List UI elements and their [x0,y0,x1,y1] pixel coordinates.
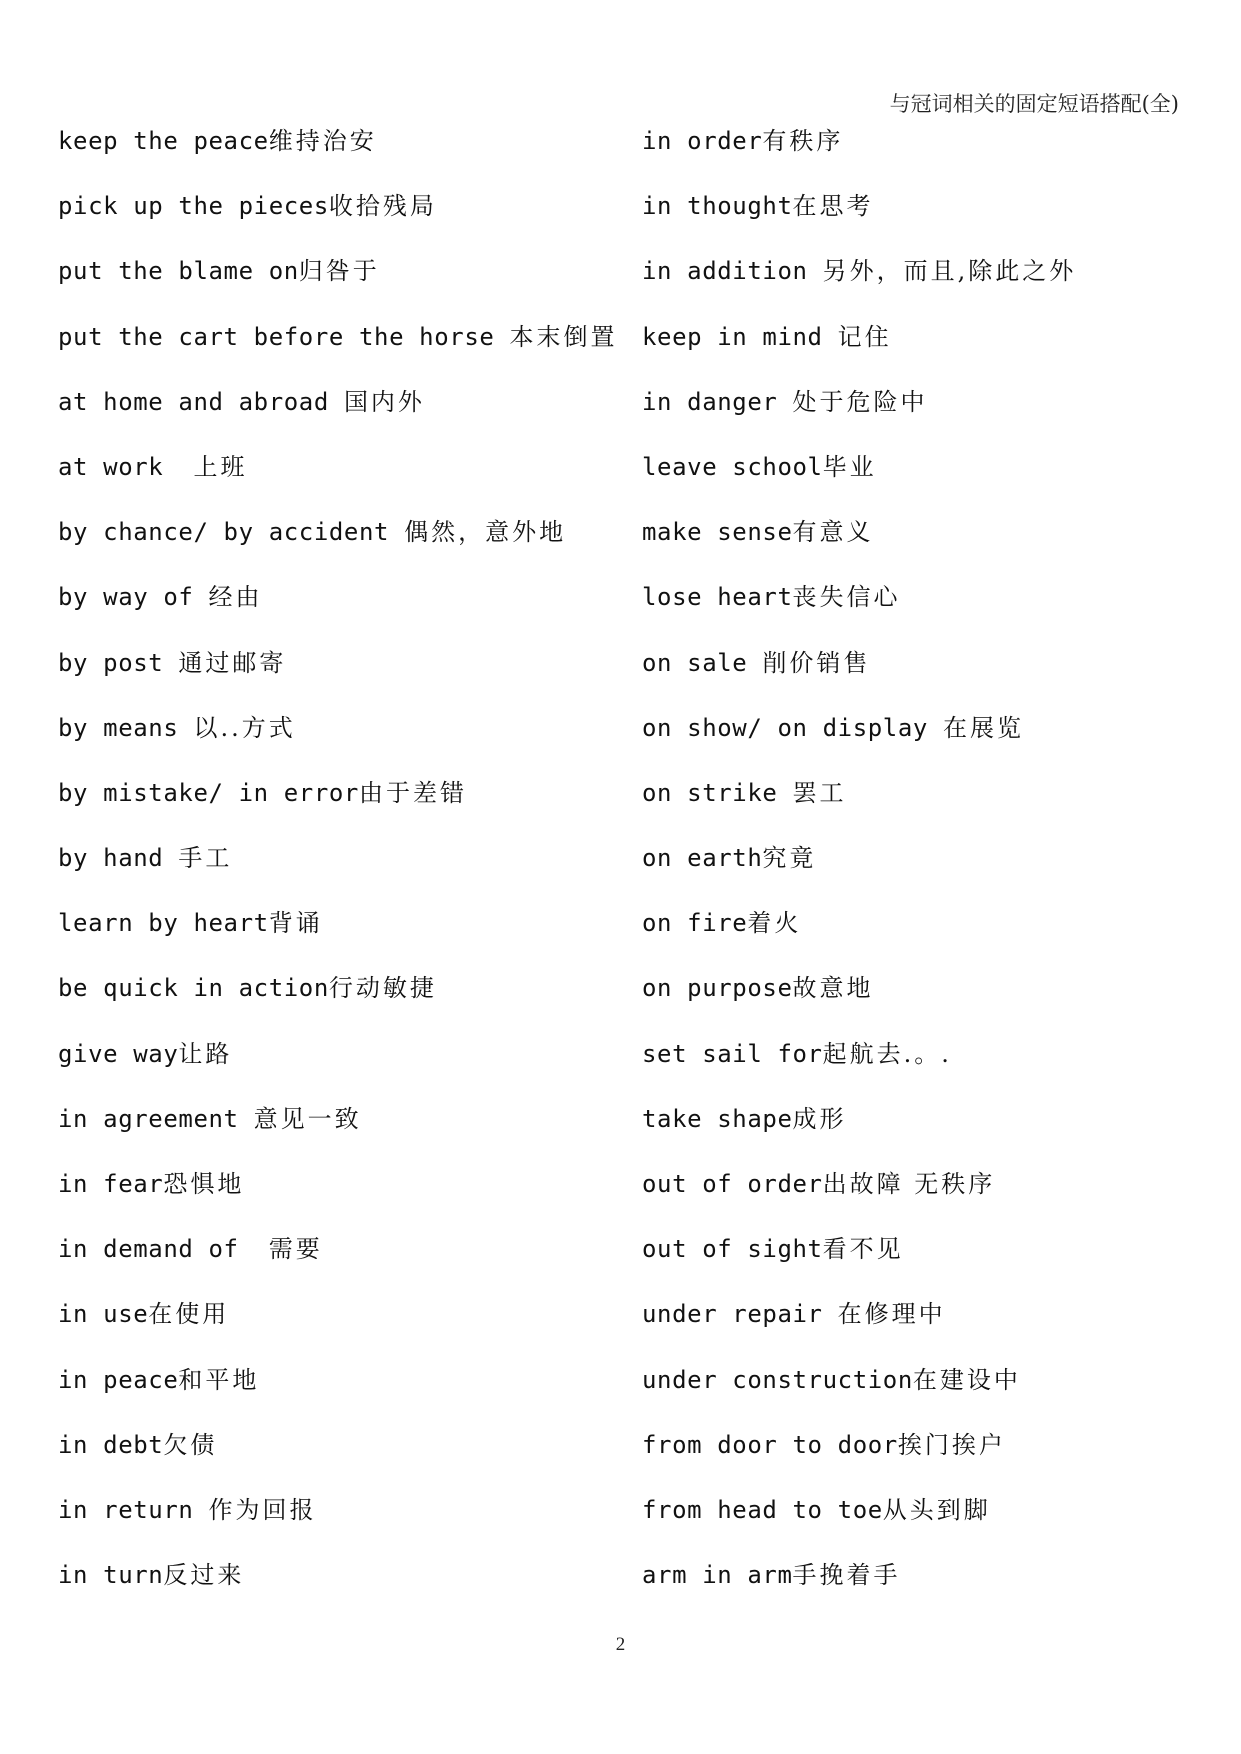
phrase-english: on sale [642,648,763,677]
phrase-item [642,1104,1222,1169]
phrase-chinese: 国内外 [343,387,425,416]
phrase-item [58,648,638,713]
phrase-item [642,778,1222,843]
phrase-chinese: 反过来 [163,1561,245,1590]
phrase-item [642,191,1222,256]
phrase-item [642,1299,1222,1364]
phrase-chinese: 在建设中 [912,1365,1021,1394]
phrase-item [642,452,1222,517]
phrase-english: in order [642,127,763,155]
phrase-english: at work [58,452,194,481]
phrase-item [58,713,638,778]
phrase-english: in peace [58,1365,179,1394]
phrase-item [58,517,638,582]
phrase-item [642,1169,1222,1234]
phrase-english: keep the peace [58,127,269,155]
phrase-english: set sail for [642,1039,823,1068]
phrase-english: put the cart before the horse [58,322,510,351]
phrase-chinese: 看不见 [822,1235,904,1264]
phrase-chinese: 成形 [792,1104,847,1133]
phrase-item [58,1299,638,1364]
phrase-english: be quick in action [58,974,329,1003]
phrase-english: in use [58,1300,149,1329]
phrase-chinese: 经由 [208,583,263,612]
phrase-chinese: 维持治安 [268,127,377,155]
phrase-chinese: 通过邮寄 [178,648,287,677]
phrase-english: lose heart [642,583,793,612]
phrase-item [58,1560,638,1625]
phrase-chinese: 和平地 [178,1365,260,1394]
phrase-english: by post [58,648,179,677]
phrase-chinese: 收拾残局 [328,192,437,221]
phrase-item [58,1495,638,1560]
phrase-english: keep in mind [642,322,838,351]
phrase-english: out of sight [642,1235,823,1264]
phrase-chinese: 有秩序 [762,127,844,155]
phrase-chinese: 究竟 [762,844,817,873]
phrase-item [58,322,638,387]
phrase-item [642,256,1222,321]
phrase-english: in agreement [58,1104,254,1133]
phrase-item [58,582,638,647]
phrase-chinese: 作为回报 [208,1495,317,1524]
phrase-english: in danger [642,387,793,416]
phrase-english: make sense [642,518,793,547]
phrase-chinese: 有意义 [792,518,874,547]
phrase-english: put the blame on [58,257,299,286]
phrase-item [642,1495,1222,1560]
phrase-chinese: 恐惧地 [163,1170,245,1198]
phrase-item [642,517,1222,582]
phrase-chinese: 归咎于 [298,257,380,286]
phrase-item [58,191,638,256]
phrase-chinese: 欠债 [163,1430,218,1459]
phrase-chinese: 意见一致 [253,1104,362,1133]
phrase-english: in debt [58,1430,164,1459]
phrase-english: in thought [642,192,793,221]
phrase-chinese: 背诵 [268,909,323,938]
phrase-chinese: 从头到脚 [882,1495,991,1524]
phrase-column-left [58,126,638,1625]
phrase-english: learn by heart [58,909,269,938]
phrase-item [642,1430,1222,1495]
phrase-chinese: 让路 [178,1039,233,1068]
phrase-item [642,713,1222,778]
phrase-item [58,452,638,517]
phrase-english: give way [58,1039,179,1068]
phrase-english: by chance/ by accident [58,518,405,547]
phrase-item [642,387,1222,452]
phrase-chinese: 处于危险中 [792,387,928,416]
phrase-english: on strike [642,778,793,807]
phrase-chinese: 削价销售 [762,648,871,677]
phrase-item [58,387,638,452]
phrase-english: in turn [58,1561,164,1590]
phrase-english: from door to door [642,1430,898,1459]
phrase-english: in return [58,1495,209,1524]
phrase-item [58,126,638,191]
phrase-english: under construction [642,1365,913,1394]
phrase-chinese: 需要 [268,1235,323,1264]
phrase-item [642,582,1222,647]
phrase-item [58,778,638,843]
phrase-item [642,973,1222,1038]
phrase-item [642,1234,1222,1299]
phrase-column-right [642,126,1222,1625]
phrase-item [642,322,1222,387]
phrase-item [642,648,1222,713]
phrase-chinese: 罢工 [792,778,847,807]
phrase-english: from head to toe [642,1495,883,1524]
phrase-chinese: 手挽着手 [792,1561,901,1590]
phrase-english: in addition [642,257,823,286]
phrase-chinese: 着火 [747,909,802,938]
phrase-chinese: 上班 [193,452,248,481]
phrase-chinese: 起航去.。. [822,1039,952,1068]
phrase-english: on earth [642,844,763,873]
page-number: 2 [615,1634,626,1655]
phrase-english: under repair [642,1300,838,1329]
phrase-chinese: 在思考 [792,192,874,221]
phrase-english: out of order [642,1170,823,1198]
phrase-english: by means [58,713,194,742]
phrase-english: by way of [58,583,209,612]
phrase-chinese: 记住 [837,322,892,351]
phrase-english: in demand of [58,1235,269,1264]
phrase-item [58,1039,638,1104]
phrase-item [642,908,1222,973]
phrase-chinese: 在修理中 [837,1300,946,1329]
phrase-english: on fire [642,909,748,938]
phrase-chinese: 毕业 [822,452,877,481]
phrase-chinese: 偶然，意外地 [404,518,567,547]
phrase-item [58,1430,638,1495]
phrase-item [58,908,638,973]
phrase-item [58,1169,638,1234]
phrase-chinese: 手工 [178,844,233,873]
phrase-chinese: 故意地 [792,974,874,1003]
phrase-item [58,1234,638,1299]
phrase-chinese: 挨门挨户 [897,1430,1006,1459]
phrase-item [642,843,1222,908]
phrase-english: at home and abroad [58,387,344,416]
phrase-english: take shape [642,1104,793,1133]
phrase-item [642,1039,1222,1104]
document-header: 与冠词相关的固定短语搭配(全) [889,92,1179,116]
phrase-chinese: 在展览 [942,713,1024,742]
phrase-item [642,1365,1222,1430]
phrase-item [58,973,638,1038]
phrase-item [642,1560,1222,1625]
phrase-english: by hand [58,844,179,873]
phrase-item [642,126,1222,191]
phrase-chinese: 以..方式 [193,713,296,742]
phrase-chinese: 在使用 [148,1300,230,1329]
phrase-chinese: 丧失信心 [792,583,901,612]
phrase-english: on show/ on display [642,713,943,742]
phrase-chinese: 出故障 无秩序 [822,1170,996,1198]
phrase-chinese: 本末倒置 [509,322,618,351]
phrase-english: by mistake/ in error [58,778,359,807]
phrase-english: pick up the pieces [58,192,329,221]
phrase-chinese: 行动敏捷 [328,974,437,1003]
phrase-english: in fear [58,1170,164,1198]
phrase-english: on purpose [642,974,793,1003]
phrase-item [58,1104,638,1169]
phrase-english: leave school [642,452,823,481]
phrase-item [58,1365,638,1430]
phrase-item [58,843,638,908]
phrase-item [58,256,638,321]
phrase-chinese: 由于差错 [358,778,467,807]
phrase-english: arm in arm [642,1561,793,1590]
phrase-chinese: 另外，而且,除此之外 [822,257,1077,286]
